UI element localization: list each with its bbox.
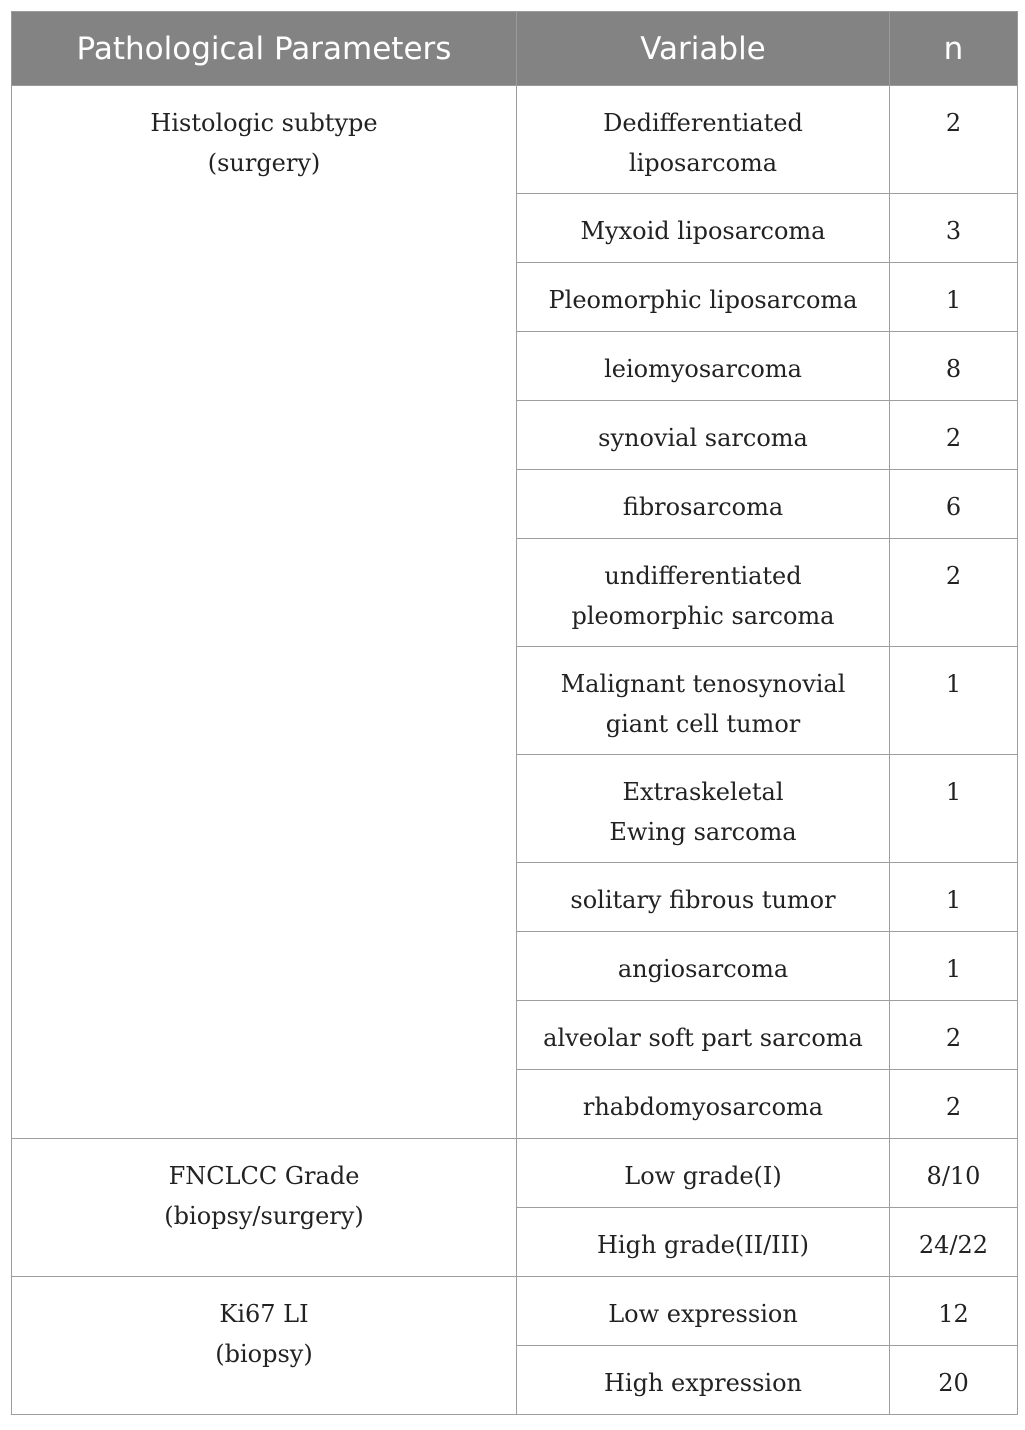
header-n: n <box>890 12 1018 86</box>
variable-cell <box>517 470 890 539</box>
variable-cell <box>517 332 890 401</box>
variable-cell <box>517 932 890 1001</box>
variable-cell <box>517 1070 890 1139</box>
parameter-name: FNCLCC Grade <box>168 1162 360 1190</box>
variable-text: Low grade(I) <box>624 1162 782 1190</box>
variable-cell <box>517 263 890 332</box>
variable-text-continued: Ewing sarcoma <box>609 818 797 846</box>
variable-text-continued: liposarcoma <box>628 149 778 177</box>
variable-text: solitary fibrous tumor <box>570 886 836 914</box>
count-cell: 2 <box>890 539 1018 647</box>
variable-cell <box>517 1139 890 1208</box>
count-cell: 8/10 <box>890 1139 1018 1208</box>
variable-cell <box>517 863 890 932</box>
variable-text: angiosarcoma <box>617 955 789 983</box>
count-cell: 2 <box>890 1070 1018 1139</box>
parameter-name: Histologic subtype <box>150 109 378 137</box>
parameter-source: (biopsy/surgery) <box>164 1202 364 1230</box>
variable-text-continued: giant cell tumor <box>605 710 801 738</box>
parameter-cell <box>12 86 517 1139</box>
table-row <box>12 86 1018 194</box>
variable-text: alveolar soft part sarcoma <box>543 1024 863 1052</box>
count-cell: 2 <box>890 1001 1018 1070</box>
variable-text: leiomyosarcoma <box>604 355 802 383</box>
count-cell: 1 <box>890 932 1018 1001</box>
count-cell: 1 <box>890 863 1018 932</box>
variable-text: High grade(II/III) <box>597 1231 809 1259</box>
variable-text: Pleomorphic liposarcoma <box>548 286 858 314</box>
header-pathological-parameters: Pathological Parameters <box>12 12 517 86</box>
variable-text: fibrosarcoma <box>622 493 784 521</box>
variable-cell <box>517 86 890 194</box>
variable-text: Myxoid liposarcoma <box>580 217 826 245</box>
header-row <box>12 12 1018 86</box>
variable-text: rhabdomyosarcoma <box>582 1093 824 1121</box>
parameter-cell <box>12 1139 517 1277</box>
variable-text: undifferentiated <box>604 562 802 590</box>
variable-cell <box>517 194 890 263</box>
variable-text: Extraskeletal <box>622 778 784 806</box>
count-cell: 1 <box>890 647 1018 755</box>
variable-cell <box>517 1277 890 1346</box>
variable-text: synovial sarcoma <box>598 424 808 452</box>
count-cell: 8 <box>890 332 1018 401</box>
parameter-source: (biopsy) <box>215 1340 313 1368</box>
variable-text-continued: pleomorphic sarcoma <box>571 602 835 630</box>
count-cell: 12 <box>890 1277 1018 1346</box>
variable-text: High expression <box>603 1369 803 1397</box>
parameter-cell <box>12 1277 517 1415</box>
table-body <box>12 86 1018 1415</box>
parameter-name: Ki67 LI <box>219 1300 309 1328</box>
table-container <box>11 11 1017 1415</box>
table-row <box>12 1139 1018 1208</box>
count-cell: 2 <box>890 86 1018 194</box>
count-cell: 3 <box>890 194 1018 263</box>
variable-cell <box>517 755 890 863</box>
count-cell: 6 <box>890 470 1018 539</box>
variable-cell <box>517 1208 890 1277</box>
count-cell: 20 <box>890 1346 1018 1415</box>
table-row <box>12 1277 1018 1346</box>
variable-text: Low expression <box>608 1300 798 1328</box>
variable-cell <box>517 1346 890 1415</box>
variable-cell <box>517 647 890 755</box>
pathology-table <box>11 11 1018 1415</box>
count-cell: 24/22 <box>890 1208 1018 1277</box>
parameter-source: (surgery) <box>207 149 321 177</box>
variable-cell <box>517 539 890 647</box>
count-cell: 2 <box>890 401 1018 470</box>
variable-text: Dedifferentiated <box>603 109 803 137</box>
header-variable: Variable <box>517 12 890 86</box>
variable-text: Malignant tenosynovial <box>560 670 846 698</box>
count-cell: 1 <box>890 263 1018 332</box>
count-cell: 1 <box>890 755 1018 863</box>
variable-cell <box>517 1001 890 1070</box>
variable-cell <box>517 401 890 470</box>
